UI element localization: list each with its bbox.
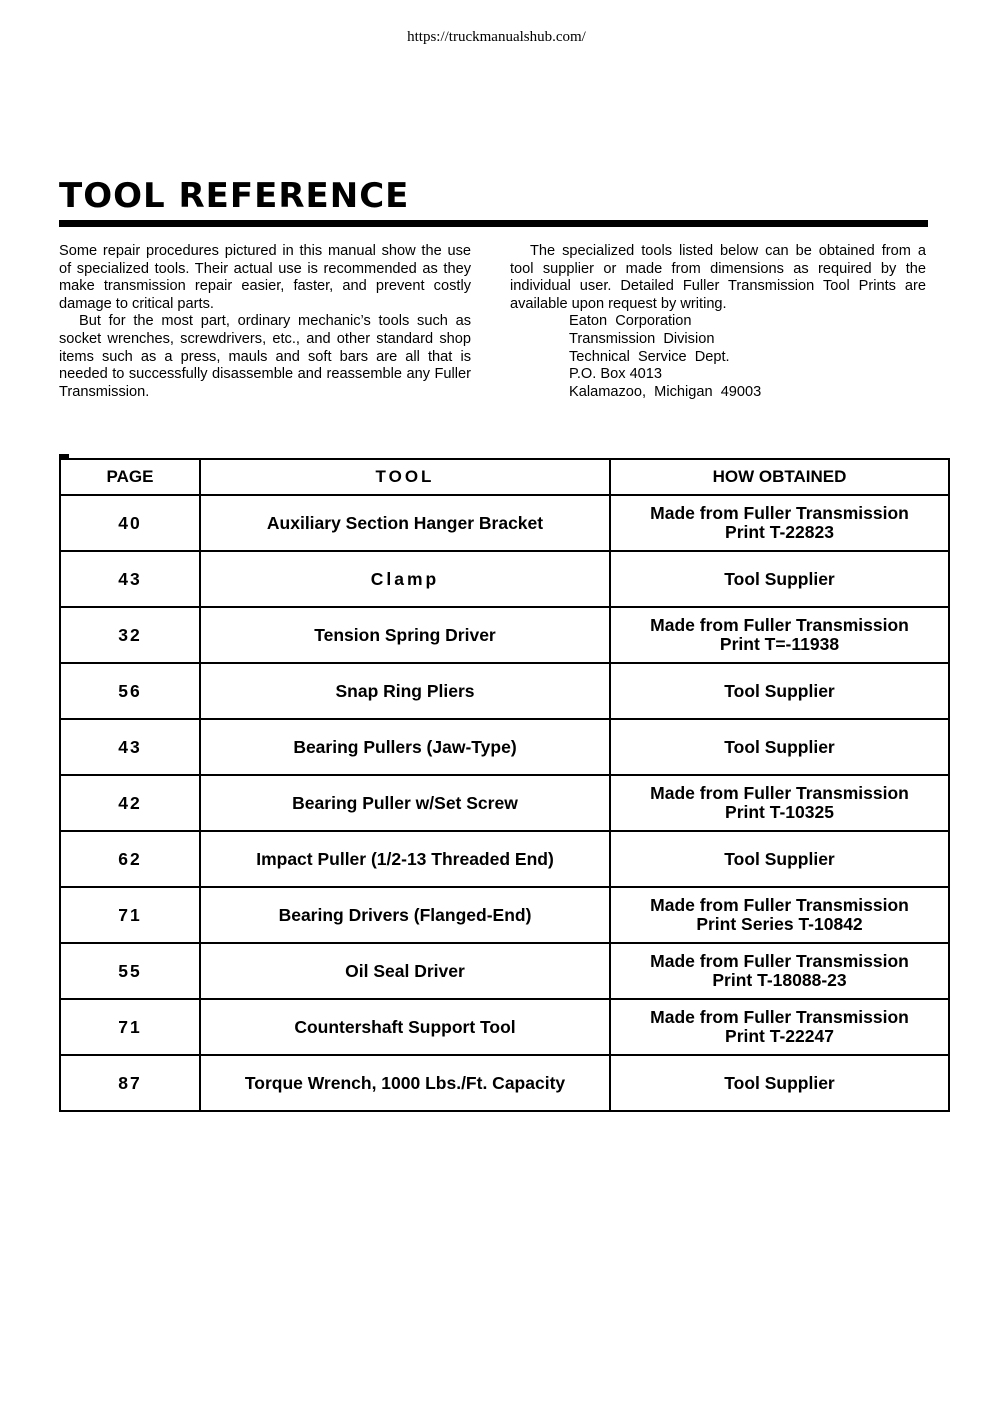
cell-tool: Snap Ring Pliers bbox=[200, 663, 610, 719]
intro-paragraph-3: The specialized tools listed below can be obtained from a tool supplier or made from dimensions as required by the individual user. Detailed Fuller Transmission Tool Prints are available upon request by writing. bbox=[510, 243, 926, 312]
table-row bbox=[60, 1055, 949, 1111]
cell-page: 71 bbox=[60, 999, 200, 1055]
cell-how-obtained bbox=[610, 551, 949, 607]
how-obtained-line: Print Series T-10842 bbox=[696, 914, 863, 934]
cell-how-obtained bbox=[610, 775, 949, 831]
intro-right-column bbox=[510, 243, 926, 401]
how-obtained-line: Tool Supplier bbox=[724, 568, 835, 589]
cell-page: 42 bbox=[60, 775, 200, 831]
address-line: Kalamazoo, Michigan 49003 bbox=[569, 383, 762, 400]
cell-how-obtained bbox=[610, 887, 949, 943]
how-obtained-line: Made from Fuller Transmission bbox=[650, 783, 909, 803]
intro-paragraph-2: But for the most part, ordinary mechanic’s tools such as socket wrenches, screwdrivers, etc., and other standard shop items such as a press, mauls and soft bars are all that is needed to successfully disassemble and reassemble any Fuller Transmission. bbox=[59, 313, 471, 400]
table-row bbox=[60, 663, 949, 719]
source-url: https://truckmanualshub.com/ bbox=[407, 29, 586, 45]
address-line: Technical Service Dept. bbox=[569, 348, 730, 365]
page-title: TOOL REFERENCE bbox=[59, 176, 410, 216]
table-row bbox=[60, 887, 949, 943]
title-rule bbox=[59, 220, 928, 227]
how-obtained-line: Print T-22247 bbox=[725, 1026, 834, 1046]
cell-how-obtained bbox=[610, 1055, 949, 1111]
cell-tool: Auxiliary Section Hanger Bracket bbox=[200, 495, 610, 551]
cell-how-obtained bbox=[610, 719, 949, 775]
cell-tool: Torque Wrench, 1000 Lbs./Ft. Capacity bbox=[200, 1055, 610, 1111]
mailing-address bbox=[569, 313, 926, 401]
cell-how-obtained bbox=[610, 999, 949, 1055]
how-obtained-line: Made from Fuller Transmission bbox=[650, 503, 909, 523]
header-tool: TOOL bbox=[200, 459, 610, 495]
cell-page: 71 bbox=[60, 887, 200, 943]
table-row bbox=[60, 551, 949, 607]
cell-page: 87 bbox=[60, 1055, 200, 1111]
address-line: Transmission Division bbox=[569, 330, 715, 347]
intro-paragraph-1: Some repair procedures pictured in this manual show the use of specialized tools. Their actual use is recommended as they make transmission repair easier, faster, and prevent costly damage to critical parts. bbox=[59, 243, 471, 312]
header-how-obtained: HOW OBTAINED bbox=[610, 459, 949, 495]
how-obtained-line: Made from Fuller Transmission bbox=[650, 615, 909, 635]
cell-tool: Countershaft Support Tool bbox=[200, 999, 610, 1055]
table-row bbox=[60, 999, 949, 1055]
how-obtained-line: Made from Fuller Transmission bbox=[650, 951, 909, 971]
table-row bbox=[60, 831, 949, 887]
table-row bbox=[60, 943, 949, 999]
cell-how-obtained bbox=[610, 495, 949, 551]
header-page: PAGE bbox=[60, 459, 200, 495]
cell-page: 43 bbox=[60, 719, 200, 775]
cell-tool: Bearing Drivers (Flanged-End) bbox=[200, 887, 610, 943]
how-obtained-line: Tool Supplier bbox=[724, 848, 835, 869]
cell-tool: Impact Puller (1/2-13 Threaded End) bbox=[200, 831, 610, 887]
how-obtained-line: Tool Supplier bbox=[724, 680, 835, 701]
cell-tool: Bearing Puller w/Set Screw bbox=[200, 775, 610, 831]
cell-tool: Bearing Pullers (Jaw-Type) bbox=[200, 719, 610, 775]
table-header-row bbox=[60, 459, 949, 495]
table-row bbox=[60, 719, 949, 775]
cell-page: 43 bbox=[60, 551, 200, 607]
how-obtained-line: Made from Fuller Transmission bbox=[650, 1007, 909, 1027]
address-line: P.O. Box 4013 bbox=[569, 366, 663, 383]
how-obtained-line: Tool Supplier bbox=[724, 736, 835, 757]
tool-reference-table bbox=[59, 458, 950, 1112]
how-obtained-line: Made from Fuller Transmission bbox=[650, 895, 909, 915]
cell-how-obtained bbox=[610, 607, 949, 663]
cell-how-obtained bbox=[610, 663, 949, 719]
table-row bbox=[60, 607, 949, 663]
cell-page: 32 bbox=[60, 607, 200, 663]
how-obtained-line: Print T-18088-23 bbox=[712, 970, 847, 990]
cell-page: 40 bbox=[60, 495, 200, 551]
how-obtained-line: Tool Supplier bbox=[724, 1072, 835, 1093]
cell-page: 56 bbox=[60, 663, 200, 719]
how-obtained-line: Print T-22823 bbox=[725, 522, 834, 542]
address-line: Eaton Corporation bbox=[569, 313, 692, 330]
cell-page: 55 bbox=[60, 943, 200, 999]
how-obtained-line: Print T-10325 bbox=[725, 802, 834, 822]
table-row bbox=[60, 775, 949, 831]
intro-left-column bbox=[59, 243, 471, 401]
cell-tool: Clamp bbox=[200, 551, 610, 607]
cell-how-obtained bbox=[610, 943, 949, 999]
cell-tool: Oil Seal Driver bbox=[200, 943, 610, 999]
how-obtained-line: Print T=-11938 bbox=[719, 634, 840, 654]
cell-tool: Tension Spring Driver bbox=[200, 607, 610, 663]
cell-page: 62 bbox=[60, 831, 200, 887]
cell-how-obtained bbox=[610, 831, 949, 887]
table-row bbox=[60, 495, 949, 551]
